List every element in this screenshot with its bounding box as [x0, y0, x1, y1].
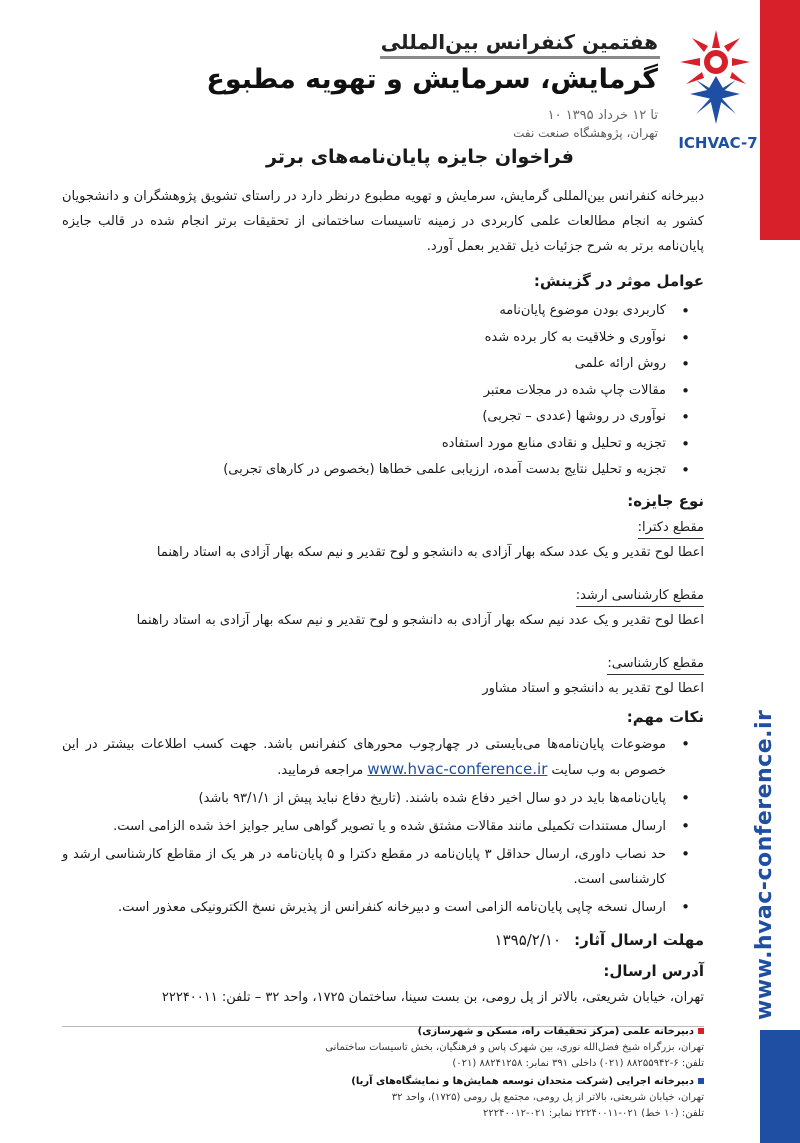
page-title: فراخوان جایزه پایان‌نامه‌های برتر: [266, 146, 574, 168]
intro-paragraph: دبیرخانه کنفرانس بین‌المللی گرمایش، سرمایش و تهویه مطبوع درنظر دارد در راستای تشویق پژوهشگران و دانشجویان کشور به انجام مطالعات علمی کاربردی در زمینه تاسیسات ساختمانی از تحقیقات برتر انجام شده در قالب جایزه پایان‌نامه برتر به شرح جزئیات ذیل تقدیر بعمل آورد.: [62, 189, 704, 254]
blue-bullet-icon: [698, 1078, 704, 1084]
website-link[interactable]: www.hvac-conference.ir: [367, 760, 548, 778]
prize-level-text: اعطا لوح تقدیر به دانشجو و استاد مشاور: [482, 681, 704, 696]
conference-title-line2: گرمایش، سرمایش و تهویه مطبوع: [206, 64, 658, 95]
list-item: • تجزیه و تحلیل نتایج بدست آمده، ارزیابی علمی خطاها (بخصوص در کارهای تجربی): [62, 457, 704, 484]
deadline-value: ۱۳۹۵/۲/۱۰: [494, 931, 562, 949]
footer-exe-title: دبیرخانه اجرایی (شرکت متحدان توسعه همایش‌ها و نمایشگاه‌های آریا): [351, 1076, 694, 1087]
prize-level-text: اعطا لوح تقدیر و یک عدد سکه بهار آزادی به دانشجو و لوح تقدیر و نیم سکه بهار آزادی به استاد راهنما: [156, 545, 704, 560]
list-item: • نوآوری در روشها (عددی – تجربی): [62, 404, 704, 431]
prize-level-label: مقطع دکترا:: [638, 518, 704, 539]
red-bullet-icon: [698, 1028, 704, 1034]
conference-dates: ۱۰ تا ۱۲ خرداد ۱۳۹۵: [547, 108, 658, 123]
list-item: • مقالات چاپ شده در مجلات معتبر: [62, 378, 704, 405]
criteria-section: [62, 272, 704, 484]
note-text: مراجعه فرمایید.: [277, 763, 364, 778]
side-band-red: [760, 0, 800, 240]
side-band-blue: [760, 1030, 800, 1143]
list-item: • ارسال مستندات تکمیلی مانند مقالات مشتق شده و یا تصویر گواهی سایر جوایز اخذ شده الزامی است.: [62, 814, 704, 839]
criteria-list: [62, 298, 704, 484]
footer-sci-title: دبیرخانه علمی (مرکز تحقیقات راه، مسکن و شهرسازی): [417, 1026, 694, 1037]
footer-executive: [104, 1074, 704, 1122]
deadline-label: مهلت ارسال آثار:: [574, 931, 704, 949]
list-item: • ارسال نسخه چاپی پایان‌نامه الزامی است و دبیرخانه کنفرانس از پذیرش نسخ الکترونیکی معذور است.: [62, 895, 704, 920]
list-item: • تجزیه و تحلیل و نقادی منابع مورد استفاده: [62, 431, 704, 458]
address-text: تهران، خیابان شریعتی، بالاتر از پل رومی، بن بست سینا، ساختمان ۱۷۲۵، واحد ۳۲ – تلفن: ۲۲۲۴۰۰۱۱: [161, 990, 704, 1005]
header-rule: [380, 56, 660, 59]
list-item: • کاربردی بودن موضوع پایان‌نامه: [62, 298, 704, 325]
side-website-url[interactable]: www.hvac-conference.ir: [752, 709, 777, 1020]
logo-caption: ICHVAC-7: [678, 134, 758, 152]
notes-heading: نکات مهم:: [626, 708, 704, 726]
prize-section: [62, 492, 704, 696]
prize-level-text: اعطا لوح تقدیر و یک عدد نیم سکه بهار آزادی به دانشجو و لوح تقدیر و نیم سکه بهار آزادی به استاد راهنما: [136, 613, 704, 628]
footer-exe-address: تهران، خیابان شریعتی، بالاتر از پل رومی، مجتمع پل رومی (۱۷۲۵)، واحد ۳۲: [391, 1092, 704, 1103]
list-item: • حد نصاب داوری، ارسال حداقل ۳ پایان‌نامه در مقطع دکترا و ۵ پایان‌نامه در هر یک از مقاطع کارشناسی ارشد و کارشناسی است.: [62, 842, 704, 892]
footer-sci-address: تهران، بزرگراه شیخ فضل‌الله نوری، بین شهرک پاس و فرهنگیان، بخش تاسیسات ساختمانی: [325, 1042, 704, 1053]
address-section: [62, 962, 704, 1005]
address-heading: آدرس ارسال:: [603, 962, 704, 980]
list-item: [62, 732, 704, 783]
conference-title-line1: هفتمین کنفرانس بین‌المللی: [380, 30, 658, 54]
criteria-heading: عوامل موثر در گزینش:: [533, 272, 704, 290]
conference-place: تهران، پژوهشگاه صنعت نفت: [513, 126, 658, 140]
footer-scientific: [104, 1024, 704, 1072]
deadline-row: [62, 930, 704, 949]
notes-section: [62, 708, 704, 920]
footer-sci-tel: تلفن: ۶-۸۸۲۵۵۹۴۲ (۰۲۱) داخلی ۳۹۱ نمابر: ۸۸۲۴۱۲۵۸ (۰۲۱): [452, 1058, 704, 1069]
footer-exe-tel: تلفن: (۱۰ خط) ۰۲۱-۲۲۲۴۰۰۱۱ نمابر: ۰۲۱-۲۲۲۴۰۰۱۲: [483, 1108, 704, 1119]
note-text: موضوعات پایان‌نامه‌ها می‌بایستی در چهارچوب محورهای کنفرانس باشد. جهت کسب اطلاعات بیشتر در این خصوص به وب سایت: [62, 737, 666, 778]
list-item: • پایان‌نامه‌ها باید در دو سال اخیر دفاع شده باشند. (تاریخ دفاع نباید پیش از ۹۳/۱/۱ باشد): [62, 786, 704, 811]
list-item: • نوآوری و خلاقیت به کار برده شده: [62, 325, 704, 352]
list-item: • روش ارائه علمی: [62, 351, 704, 378]
notes-list: [62, 732, 704, 920]
prize-level-label: مقطع کارشناسی ارشد:: [576, 586, 704, 607]
prize-heading: نوع جایزه:: [627, 492, 704, 510]
conference-logo-icon: [670, 28, 762, 128]
prize-level-label: مقطع کارشناسی:: [607, 654, 704, 675]
